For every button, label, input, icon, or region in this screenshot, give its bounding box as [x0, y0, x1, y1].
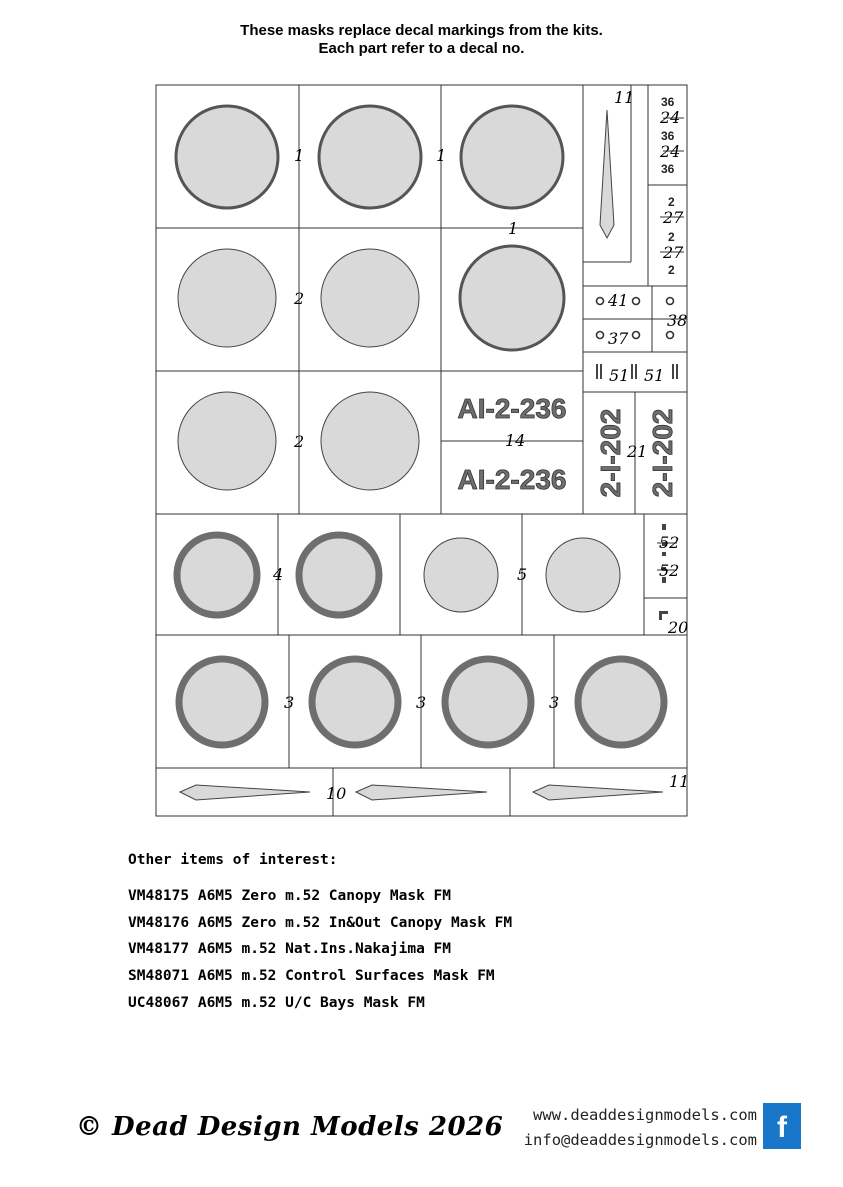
- label-2-small-b: 2: [668, 230, 675, 244]
- label-1b: 1: [436, 146, 447, 165]
- roundel-1c: [461, 106, 563, 208]
- label-1a: 1: [294, 146, 305, 165]
- dot-38b: [667, 332, 674, 339]
- label-3c: 3: [549, 693, 560, 712]
- registration-ai-top: AI-2-236: [457, 393, 567, 424]
- roundel-2c: [178, 392, 276, 490]
- item-row: VM48175 A6M5 Zero m.52 Canopy Mask FM: [128, 888, 452, 904]
- label-2-small-a: 2: [668, 195, 675, 209]
- copyright-text: © Dead Design Models 2026: [76, 1112, 504, 1142]
- label-36c: 36: [661, 162, 675, 176]
- label-2-small-c: 2: [668, 263, 675, 277]
- roundel-2d: [321, 392, 419, 490]
- label-20: 20: [668, 618, 689, 637]
- roundel-2b: [321, 249, 419, 347]
- label-2b: 2: [294, 432, 305, 451]
- email-link[interactable]: info@deaddesignmodels.com: [523, 1131, 757, 1149]
- label-2a: 2: [294, 289, 305, 308]
- roundel-3a: [179, 659, 265, 745]
- label-11a: 11: [614, 88, 635, 107]
- label-41: 41: [608, 291, 629, 310]
- header-line-1: These masks replace decal markings from the kits.: [240, 22, 603, 39]
- roundel-3d: [578, 659, 664, 745]
- roundel-3c: [445, 659, 531, 745]
- hinomaru-row-4: [177, 535, 620, 615]
- item-row: SM48071 A6M5 m.52 Control Surfaces Mask FM: [128, 968, 495, 985]
- roundel-4a: [177, 535, 257, 615]
- label-37: 37: [608, 329, 629, 348]
- label-51a: 51: [609, 366, 630, 385]
- dot-37b: [633, 332, 640, 339]
- roundel-3b: [312, 659, 398, 745]
- item-row: VM48176 A6M5 Zero m.52 In&Out Canopy Mask FM: [128, 914, 513, 931]
- label-5: 5: [517, 565, 528, 584]
- registration-v-left: 2-I-202: [595, 408, 626, 498]
- stripe-11-horizontal: [533, 785, 663, 800]
- label-52a: 52: [659, 533, 680, 552]
- roundel-1a: [176, 106, 278, 208]
- label-3a: 3: [284, 693, 295, 712]
- registration-v-right: 2-I-202: [647, 408, 678, 498]
- roundel-4b: [299, 535, 379, 615]
- facebook-icon[interactable]: f: [763, 1103, 801, 1149]
- dot-41a: [597, 298, 604, 305]
- registration-ai-bottom: AI-2-236: [457, 464, 567, 495]
- dot-38a: [667, 298, 674, 305]
- label-27a: 27: [663, 208, 684, 227]
- label-14: 14: [505, 431, 526, 450]
- website-link[interactable]: www.deaddesignmodels.com: [533, 1106, 757, 1124]
- other-items-title: Other items of interest:: [128, 852, 338, 868]
- header-line-2: Each part refer to a decal no.: [318, 40, 525, 57]
- roundel-5b: [546, 538, 620, 612]
- label-51b: 51: [644, 366, 665, 385]
- label-27b: 27: [663, 243, 684, 262]
- dot-41b: [633, 298, 640, 305]
- label-24b: 24: [660, 142, 681, 161]
- dot-37a: [597, 332, 604, 339]
- stripe-10b: [356, 785, 487, 800]
- label-52b: 52: [659, 561, 680, 580]
- contact-block: [524, 1103, 757, 1153]
- label-24a: 24: [660, 108, 681, 127]
- label-38: 38: [667, 311, 688, 330]
- roundel-1b: [319, 106, 421, 208]
- stripe-11-vertical: [600, 110, 614, 238]
- roundel-1d: [460, 246, 564, 350]
- other-items-section: [128, 852, 512, 1016]
- item-row: VM48177 A6M5 m.52 Nat.Ins.Nakajima FM: [128, 941, 452, 958]
- label-10: 10: [326, 784, 347, 803]
- label-11b: 11: [669, 772, 690, 791]
- item-row: UC48067 A6M5 m.52 U/C Bays Mask FM: [128, 994, 425, 1011]
- hinomaru-row-1: [176, 106, 563, 208]
- label-36a: 36: [661, 95, 675, 109]
- label-4: 4: [273, 565, 284, 584]
- label-1c: 1: [508, 219, 519, 238]
- label-21: 21: [627, 442, 648, 461]
- roundel-5a: [424, 538, 498, 612]
- label-36b: 36: [661, 129, 675, 143]
- label-3b: 3: [416, 693, 427, 712]
- stripe-10a: [180, 785, 310, 800]
- roundel-2a: [178, 249, 276, 347]
